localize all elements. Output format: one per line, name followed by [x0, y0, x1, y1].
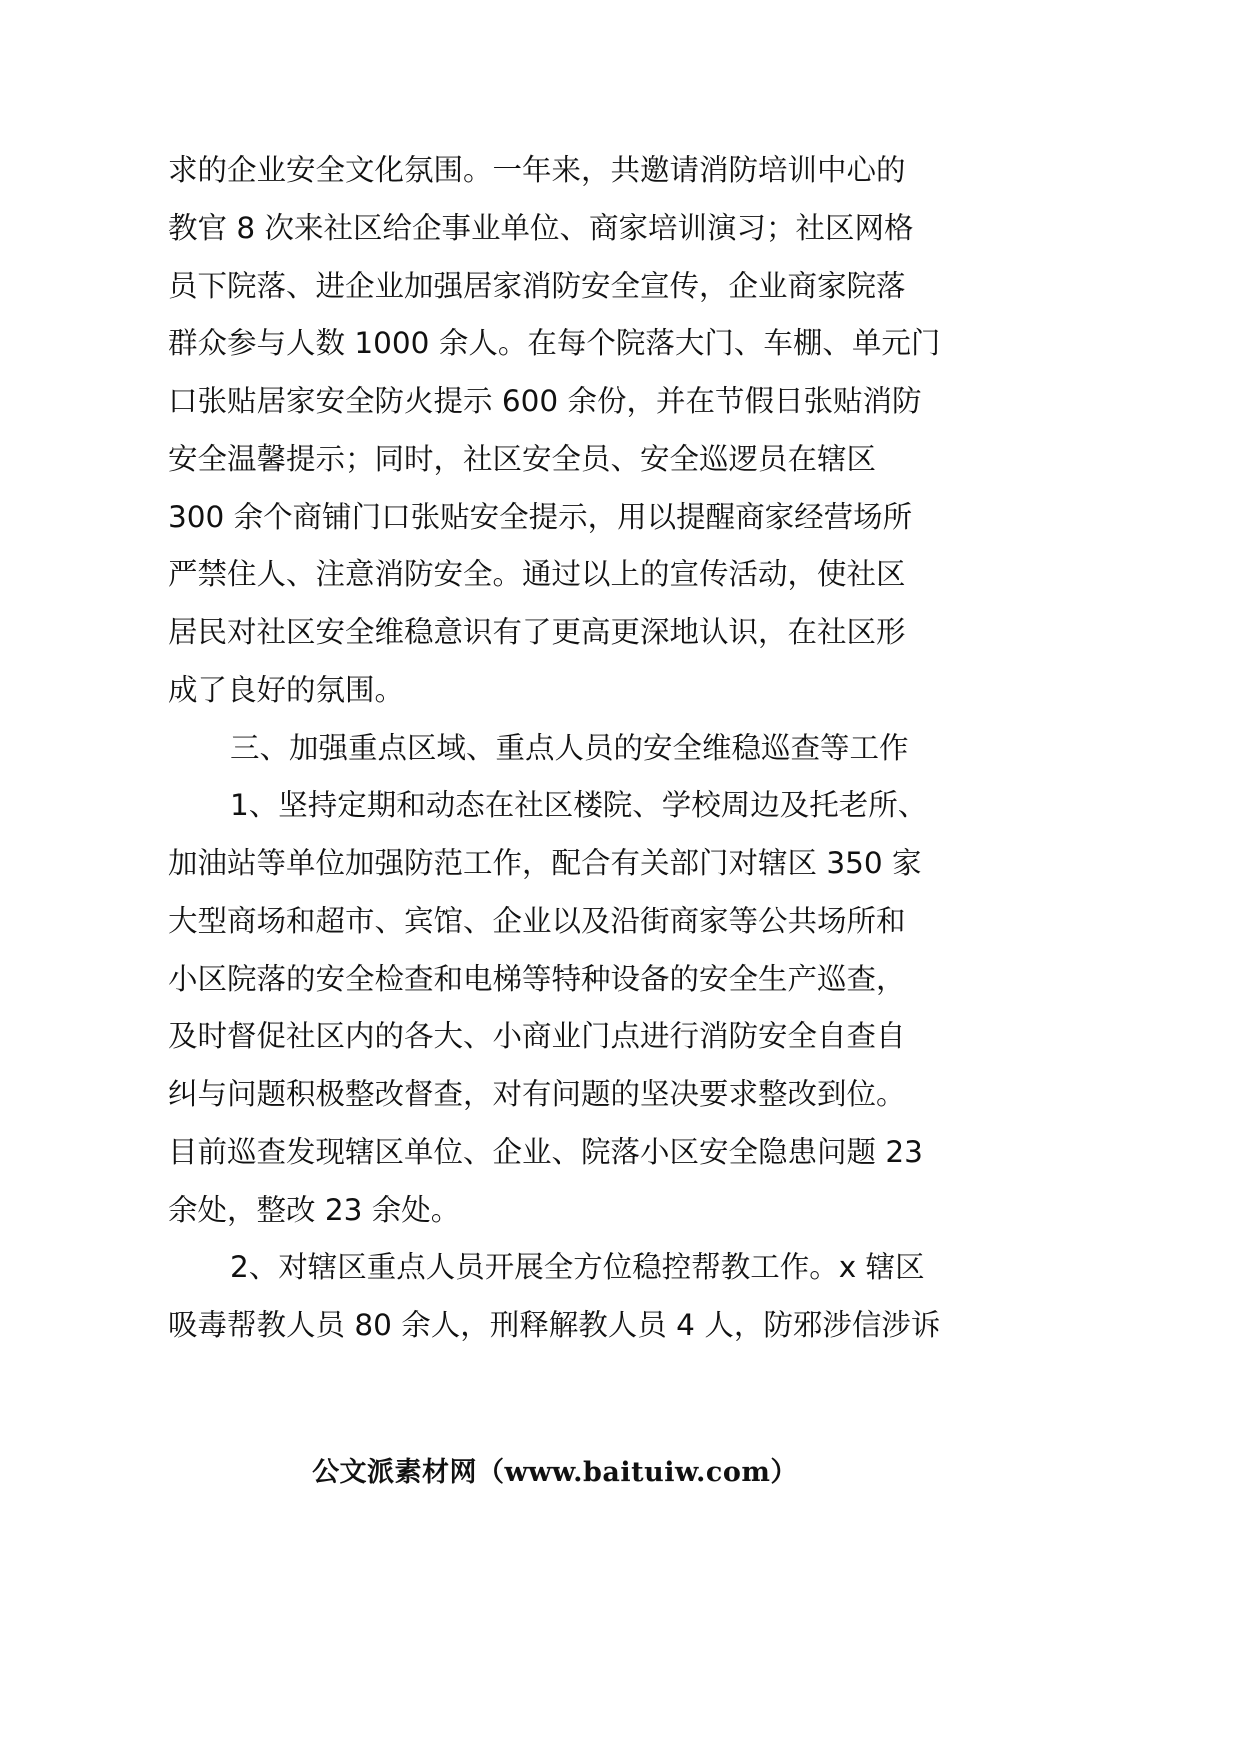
text-line: 成了良好的氛围。: [168, 672, 405, 707]
text-line: 安全温馨提示；同时，社区安全员、安全巡逻员在辖区: [168, 441, 877, 476]
text-line: 加油站等单位加强防范工作，配合有关部门对辖区 350 家: [168, 846, 922, 880]
paragraph-first-line: 1、坚持定期和动态在社区楼院、学校周边及托老所、: [230, 788, 928, 823]
text-line: 300 余个商铺门口张贴安全提示，用以提醒商家经营场所: [168, 499, 913, 534]
footer-text: 公文派素材网（www.baituiw.com）: [312, 1457, 798, 1488]
text-line: 吸毒帮教人员 80 余人，刑释解教人员 4 人，防邪涉信涉诉: [168, 1308, 941, 1342]
text-line: 员下院落、进企业加强居家消防安全宣传，企业商家院落: [168, 268, 906, 303]
footer-watermark: [0, 1450, 1240, 1489]
paragraph-first-line: 2、对辖区重点人员开展全方位稳控帮教工作。x 辖区: [230, 1250, 925, 1285]
text-line: 求的企业安全文化氛围。一年来，共邀请消防培训中心的: [168, 153, 906, 187]
text-line: 目前巡查发现辖区单位、企业、院落小区安全隐患问题 23: [168, 1134, 923, 1169]
text-line: 纠与问题积极整改督查，对有问题的坚决要求整改到位。: [168, 1077, 906, 1111]
text-line: 大型商场和超市、宾馆、企业以及沿街商家等公共场所和: [168, 903, 906, 938]
text-line: 口张贴居家安全防火提示 600 余份，并在节假日张贴消防: [168, 384, 922, 418]
text-line: 及时督促社区内的各大、小商业门点进行消防安全自查自: [168, 1019, 906, 1054]
text-line: 居民对社区安全维稳意识有了更高更深地认识，在社区形: [168, 615, 906, 649]
text-line: 严禁住人、注意消防安全。通过以上的宣传活动，使社区: [168, 557, 906, 592]
text-line: 教官 8 次来社区给企事业单位、商家培训演习；社区网格: [168, 210, 914, 245]
text-line: 群众参与人数 1000 余人。在每个院落大门、车棚、单元门: [168, 326, 941, 361]
text-line: 小区院落的安全检查和电梯等特种设备的安全生产巡查，: [168, 961, 906, 996]
text-line: 余处，整改 23 余处。: [168, 1192, 461, 1227]
paragraph-first-line: 三、加强重点区域、重点人员的安全维稳巡查等工作: [230, 730, 909, 765]
